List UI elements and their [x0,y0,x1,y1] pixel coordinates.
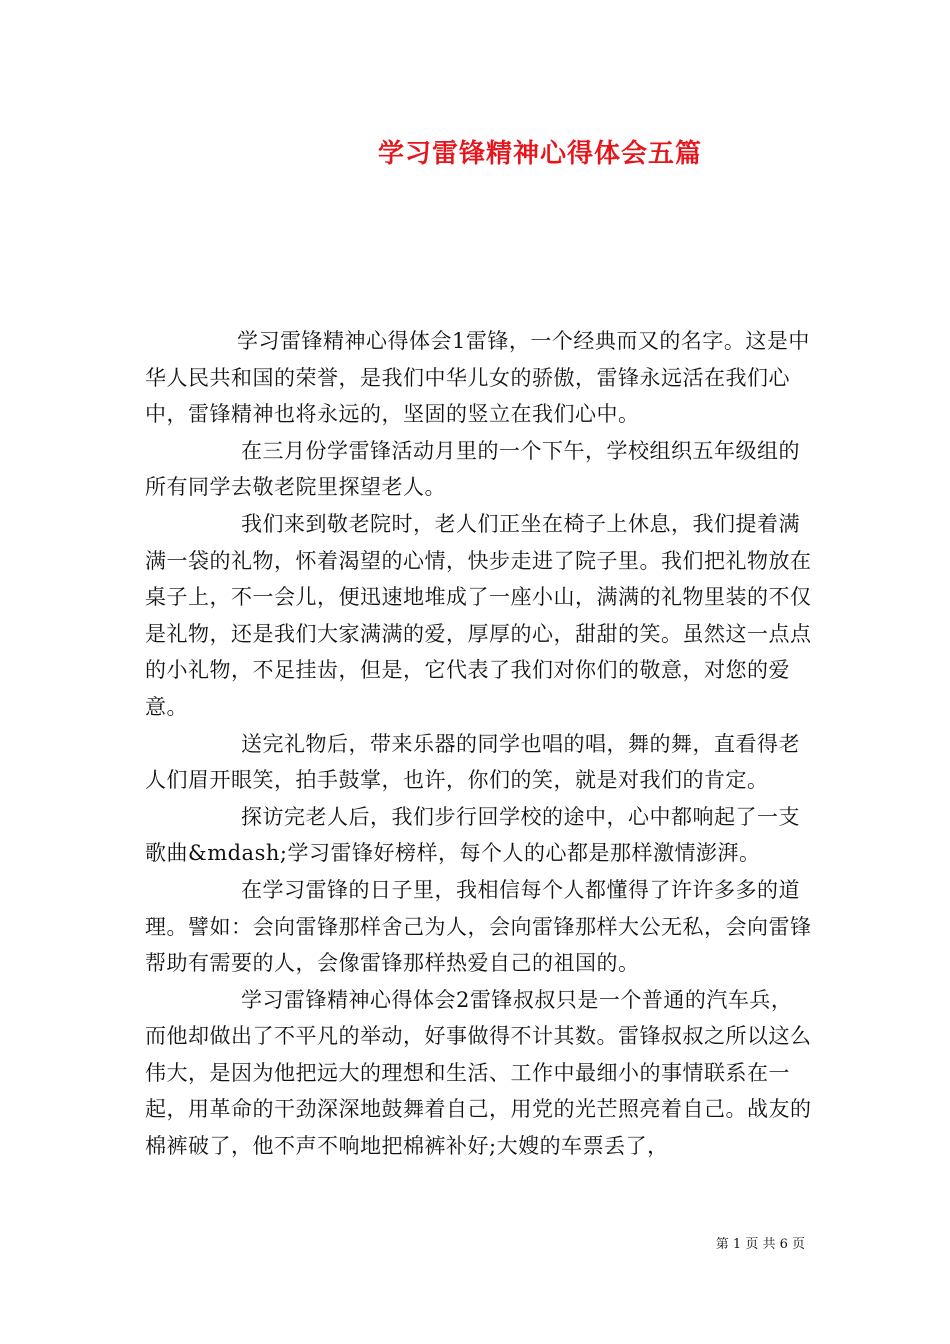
page-number-footer: 第 1 页 共 6 页 [715,1237,805,1252]
paragraph: 学习雷锋精神心得体会1雷锋，一个经典而又的名字。这是中华人民共和国的荣誉，是我们中华儿女的骄傲，雷锋永远活在我们心中，雷锋精神也将永远的，坚固的竖立在我们心中。 [145,329,810,427]
paragraph: 我们来到敬老院时，老人们正坐在椅子上休息，我们提着满满一袋的礼物，怀着渴望的心情，快步走进了院子里。我们把礼物放在桌子上，不一会儿，便迅速地堆成了一座小山，满满的礼物里装的不仅是礼物，还是我们大家满满的爱，厚厚的心，甜甜的笑。虽然这一点点的小礼物，不足挂齿，但是，它代表了我们对你们的敬意，对您的爱意。 [145,511,812,719]
paragraph: 送完礼物后，带来乐器的同学也唱的唱，舞的舞，直看得老人们眉开眼笑，拍手鼓掌，也许，你们的笑，就是对我们的肯定。 [145,731,800,793]
paragraph: 学习雷锋精神心得体会2雷锋叔叔只是一个普通的汽车兵，而他却做出了不平凡的举动，好事做得不计其数。雷锋叔叔之所以这么伟大，是因为他把远大的理想和生活、工作中最细小的事情联系在一起，用革命的干劲深深地鼓舞着自己，用党的光芒照亮着自己。战友的棉裤破了，他不声不响地把棉裤补好;大嫂的车票丢了， [145,987,812,1159]
page-title: 学习雷锋精神心得体会五篇 [377,139,702,169]
paragraph: 探访完老人后，我们步行回学校的途中，心中都响起了一支歌曲&mdash;学习雷锋好榜样，每个人的心都是那样激情澎湃。 [145,804,800,866]
paragraph: 在三月份学雷锋活动月里的一个下午，学校组织五年级组的所有同学去敬老院里探望老人。 [145,438,800,500]
paragraph: 在学习雷锋的日子里，我相信每个人都懂得了许许多多的道理。譬如：会向雷锋那样舍己为人，会向雷锋那样大公无私，会向雷锋帮助有需要的人，会像雷锋那样热爱自己的祖国的。 [145,877,812,976]
document-body [145,323,813,1165]
